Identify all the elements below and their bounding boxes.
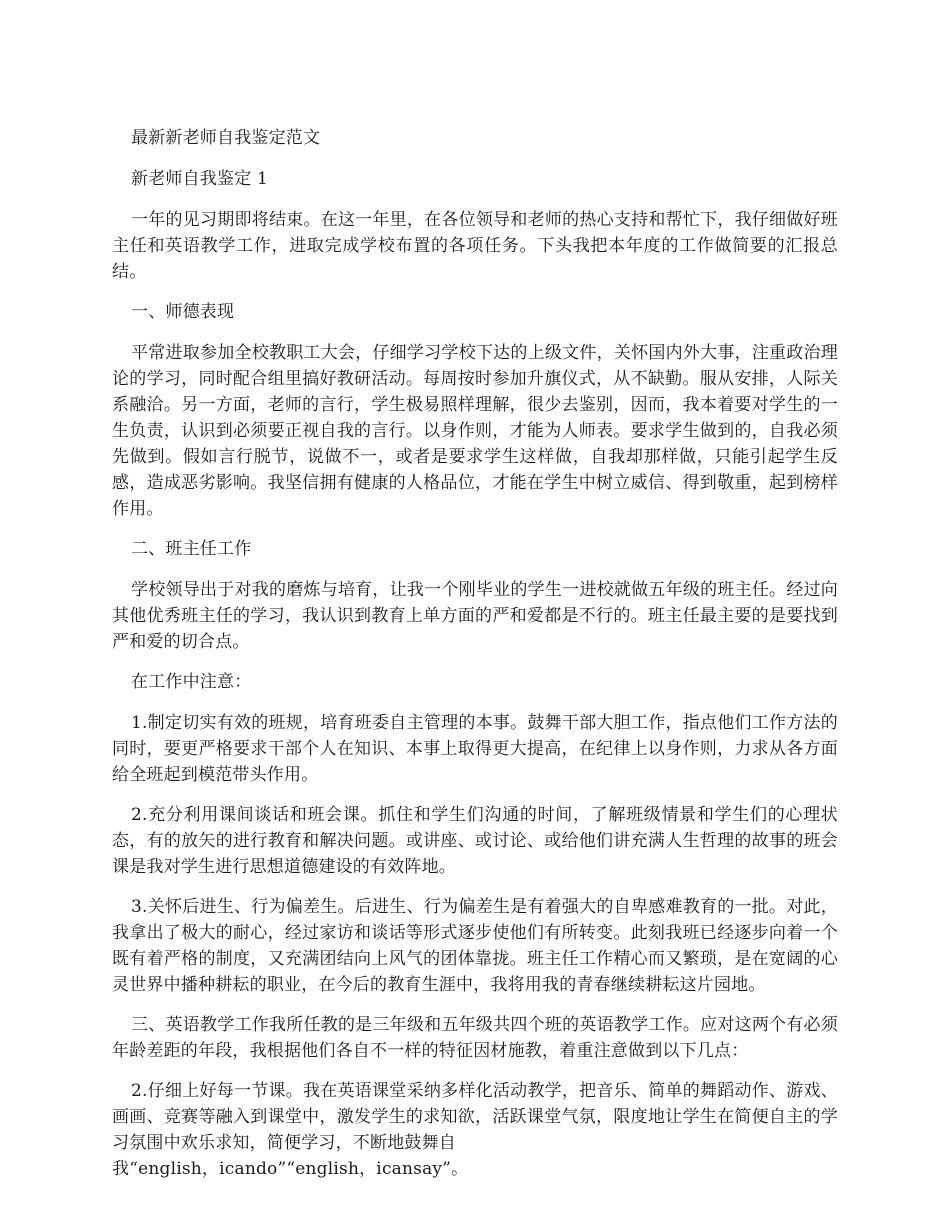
paragraph-closing-line: 我“english，icando”“english，icansay”。 (112, 1159, 469, 1179)
list-item-class-meetings: 2.充分利用课间谈话和班会课。抓住和学生们沟通的时间，了解班级情景和学生们的心理状态，有的放矢的进行教育和解决问题。或讲座、或讨论、或给他们讲充满人生哲理的故事的班会课是我对学生进行思想道德建设的有效阵地。 (112, 805, 838, 877)
list-item-every-lesson: 2.仔细上好每一节课。我在英语课堂采纳多样化活动教学，把音乐、简单的舞蹈动作、游戏、画画、竞赛等融入到课堂中，激发学生的求知欲，活跃课堂气氛，限度地让学生在简便自主的学习氛围中欢乐求知，简便学习，不断地鼓舞自 (112, 1081, 838, 1153)
paragraph-attention: 在工作中注意： (131, 672, 252, 692)
document-subtitle: 新老师自我鉴定 1 (131, 169, 269, 189)
section-heading-ethics: 一、师德表现 (131, 302, 235, 322)
paragraph-intro: 一年的见习期即将结束。在这一年里，在各位领导和老师的热心支持和帮忙下，我仔细做好班主任和英语教学工作，进取完成学校布置的各项任务。下头我把本年度的工作做简要的汇报总结。 (112, 210, 838, 282)
section-heading-english-teaching: 三、英语教学工作我所任教的是三年级和五年级共四个班的英语教学工作。应对这两个有必须年龄差距的年段，我根据他们各自不一样的特征因材施教，着重注意做到以下几点： (112, 1015, 838, 1061)
list-item-class-rules: 1.制定切实有效的班规，培育班委自主管理的本事。鼓舞干部大胆工作，指点他们工作方法的同时，要更严格要求干部个人在知识、本事上取得更大提高，在纪律上以身作则，力求从各方面给全班起到模范带头作用。 (112, 713, 838, 785)
document-page (112, 125, 838, 1196)
document-title: 最新新老师自我鉴定范文 (131, 128, 321, 148)
list-item-struggling-students: 3.关怀后进生、行为偏差生。后进生、行为偏差生是有着强大的自卑感难教育的一批。对此，我拿出了极大的耐心，经过家访和谈话等形式逐步使他们有所转变。此刻我班已经逐步向着一个既有着严格的制度，又充满团结向上风气的团体靠拢。班主任工作精心而又繁琐，是在宽阔的心灵世界中播种耕耘的职业，在今后的教育生涯中，我将用我的青春继续耕耘这片园地。 (112, 897, 838, 995)
paragraph-ethics: 平常进取参加全校教职工大会，仔细学习学校下达的上级文件，关怀国内外大事，注重政治理论的学习，同时配合组里搞好教研活动。每周按时参加升旗仪式，从不缺勤。服从安排，人际关系融洽。另一方面，老师的言行，学生极易照样理解，很少去鉴别，因而，我本着要对学生的一生负责，认识到必须要正视自我的言行。以身作则，才能为人师表。要求学生做到的，自我必须先做到。假如言行脱节，说做不一，或者是要求学生这样做，自我却那样做，只能引起学生反感，造成恶劣影响。我坚信拥有健康的人格品位，才能在学生中树立威信、得到敬重，起到榜样作用。 (112, 343, 838, 519)
section-heading-class-teacher: 二、班主任工作 (131, 539, 252, 559)
paragraph-class-teacher: 学校领导出于对我的磨炼与培育，让我一个刚毕业的学生一进校就做五年级的班主任。经过向其他优秀班主任的学习，我认识到教育上单方面的严和爱都是不行的。班主任最主要的是要找到严和爱的切合点。 (112, 580, 838, 652)
